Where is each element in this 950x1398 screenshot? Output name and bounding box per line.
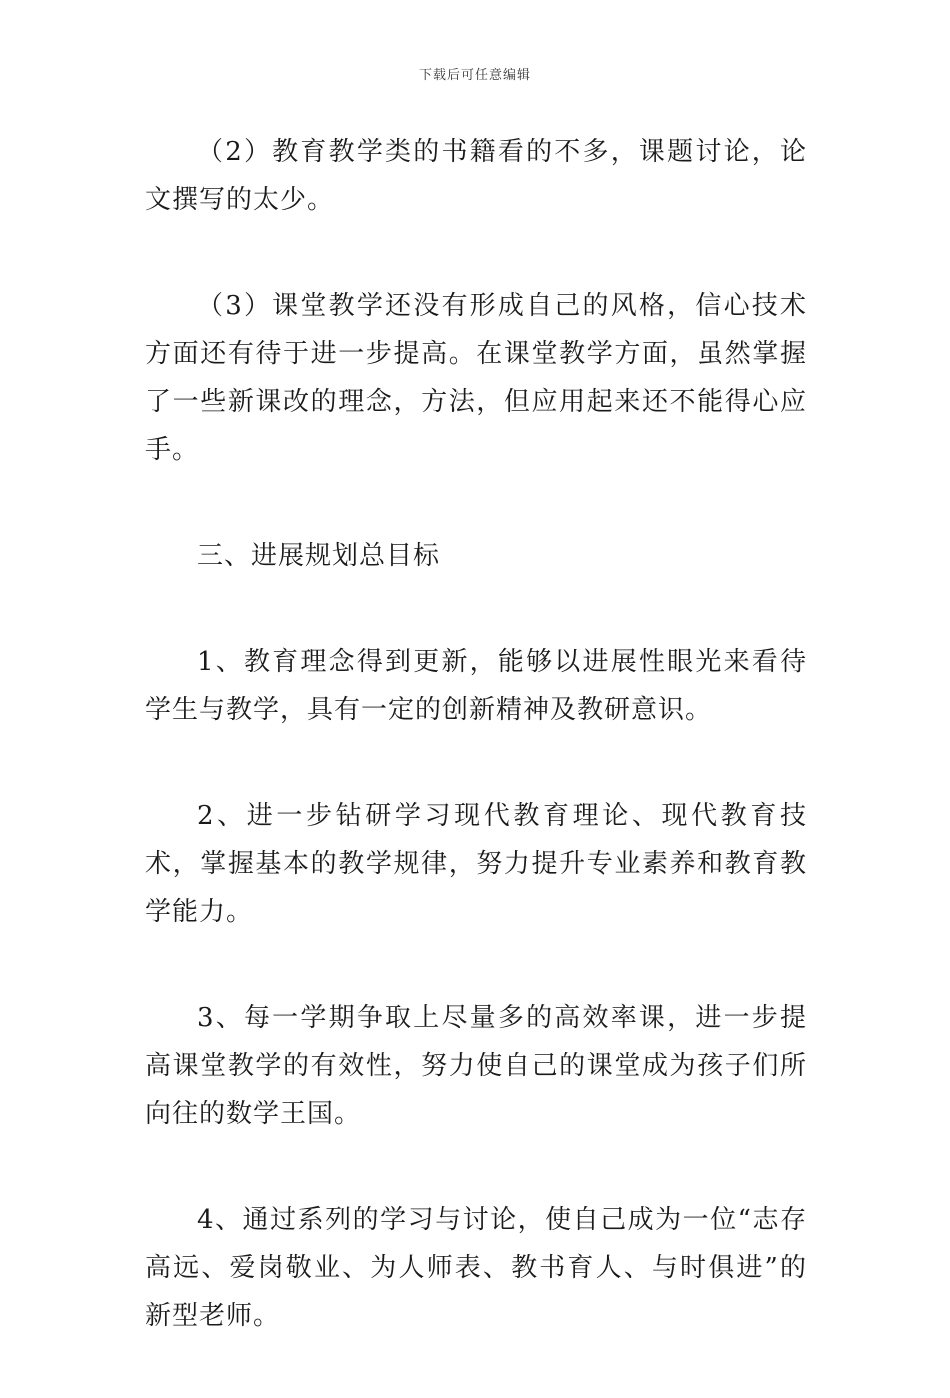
page-header: 下载后可任意编辑 [418, 68, 531, 83]
document-body [145, 128, 807, 1398]
paragraph-weakness-2: （2）教育教学类的书籍看的不多，课题讨论，论文撰写的太少。 [145, 137, 807, 215]
paragraph-goal-1: 1、教育理念得到更新，能够以进展性眼光来看待学生与教学，具有一定的创新精神及教研意识。 [145, 647, 807, 725]
paragraph-goal-3: 3、每一学期争取上尽量多的高效率课，进一步提高课堂教学的有效性，努力使自己的课堂成为孩子们所向往的数学王国。 [145, 1003, 807, 1129]
section-heading-goals: 三、进展规划总目标 [197, 541, 441, 571]
paragraph-goal-2: 2、进一步钻研学习现代教育理论、现代教育技术，掌握基本的教学规律，努力提升专业素养和教育教学能力。 [145, 801, 807, 927]
paragraph-weakness-3: （3）课堂教学还没有形成自己的风格，信心技术方面还有待于进一步提高。在课堂教学方面，虽然掌握了一些新课改的理念，方法，但应用起来还不能得心应手。 [145, 291, 807, 465]
paragraph-goal-4: 4、通过系列的学习与讨论，使自己成为一位“志存高远、爱岗敬业、为人师表、教书育人、与时俱进”的新型老师。 [145, 1205, 807, 1331]
